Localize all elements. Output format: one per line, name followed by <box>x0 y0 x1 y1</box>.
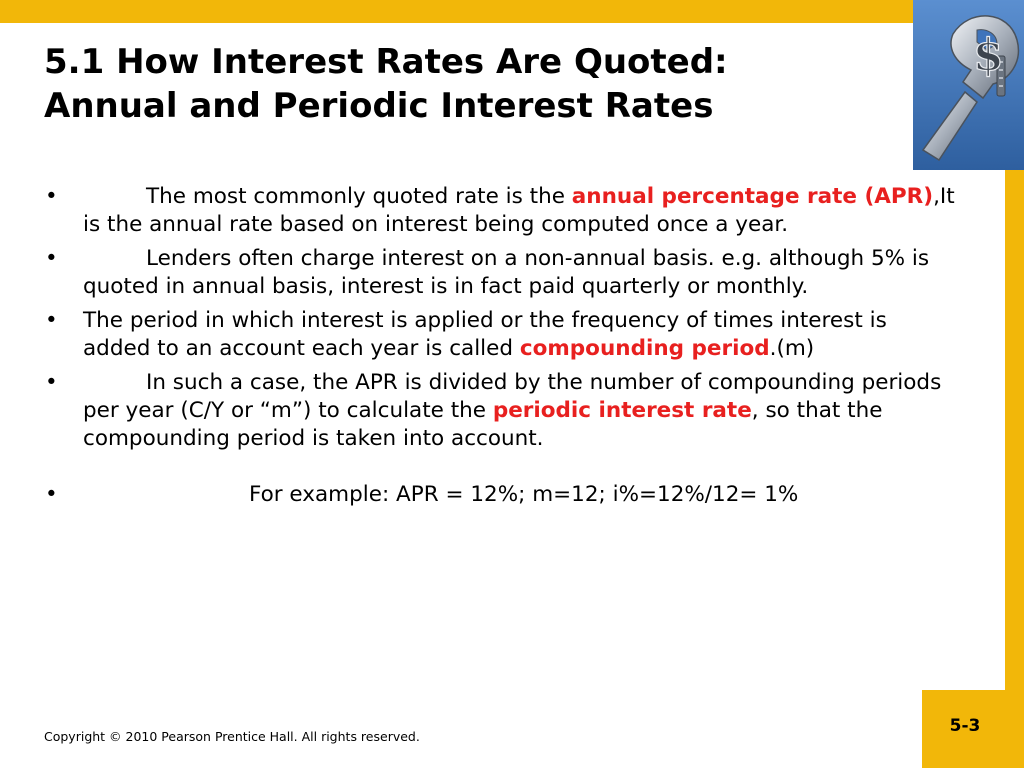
right-accent-bar <box>1005 170 1024 690</box>
highlight-term: periodic interest rate <box>492 398 752 423</box>
highlight-term: annual percentage rate (APR) <box>571 184 934 209</box>
bullet-text: , so that the compounding period is taken into account. <box>83 398 883 451</box>
bullet-dot: • <box>45 308 58 333</box>
bullet-text: Lenders often charge interest on a non-annual basis. e.g. although 5% is quoted in annual basis, interest is in fact paid quarterly or monthly. <box>83 246 930 299</box>
slide-title-line-2: Annual and Periodic Interest Rates <box>44 86 714 126</box>
bullet-text: .(m) <box>769 336 815 361</box>
bullet-compounding-period <box>44 307 959 363</box>
top-accent-bar <box>0 0 913 23</box>
bullet-text: For example: APR = 12%; m=12; i%=12%/12= 1% <box>249 482 799 507</box>
slide-title <box>44 40 728 128</box>
highlight-term: compounding period <box>519 336 770 361</box>
bullet-example <box>44 481 959 509</box>
bullet-non-annual <box>44 245 959 301</box>
bullet-periodic-rate <box>44 369 959 453</box>
bullet-text: In such a case, the APR is divided by the number of compounding periods per year (C/Y or “m”) to calculate the <box>83 370 942 423</box>
wrench-and-dollar-sign-icon <box>913 0 1024 170</box>
slide-title-line-1: 5.1 How Interest Rates Are Quoted: <box>44 42 728 82</box>
bullet-dot: • <box>45 482 58 507</box>
svg-text:$: $ <box>973 30 1004 81</box>
copyright-notice: Copyright © 2010 Pearson Prentice Hall. All rights reserved. <box>44 729 420 744</box>
bullet-list <box>44 183 959 515</box>
bullet-text: The period in which interest is applied or the frequency of times interest is added to an account each year is called <box>83 308 887 361</box>
page-number-box <box>922 690 1024 768</box>
bullet-apr <box>44 183 959 239</box>
bullet-text: ,It is the annual rate based on interest being computed once a year. <box>83 184 955 237</box>
bullet-dot: • <box>45 246 58 271</box>
bullet-dot: • <box>45 184 58 209</box>
page-number: 5-3 <box>949 716 981 736</box>
bullet-text: The most commonly quoted rate is the <box>146 184 572 209</box>
bullet-dot: • <box>45 370 58 395</box>
